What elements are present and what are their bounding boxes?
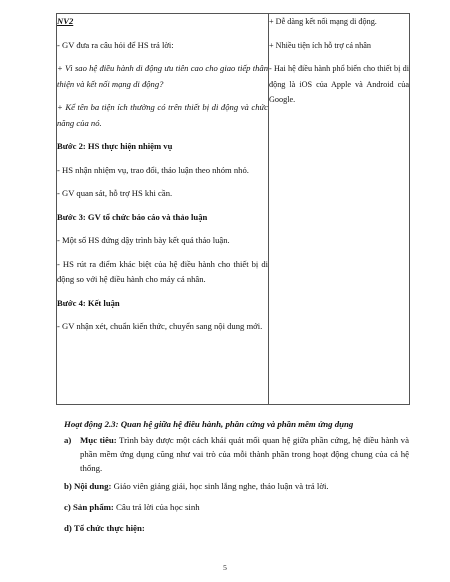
lesson-table — [56, 13, 410, 405]
table-row — [57, 14, 410, 405]
activity-section — [64, 417, 409, 542]
step-3-heading: Bước 3: GV tổ chức báo cáo và thảo luận — [57, 211, 208, 222]
paragraph: - GV đưa ra câu hỏi để HS trả lời: — [57, 39, 174, 50]
paragraph: - GV quan sát, hỗ trợ HS khi cần. — [57, 188, 173, 198]
section-title: Hoạt động 2.3: Quan hệ giữa hệ điều hành, phần cứng và phần mềm ứng dụng — [64, 419, 354, 429]
step-2-heading: Bước 2: HS thực hiện nhiệm vụ — [57, 141, 173, 151]
expected-product-cell — [269, 14, 410, 405]
paragraph: - Hai hệ điều hành phổ biến cho thiết bị di động là iOS của Apple và Android của Google. — [269, 64, 409, 104]
step-4-heading: Bước 4: Kết luận — [57, 297, 120, 308]
question-2: + Kể tên ba tiện ích thường có trên thiết bị di động và chức năng của nó. — [57, 102, 268, 128]
teacher-student-activity-cell — [57, 14, 269, 405]
item-heading: c) Sản phẩm: — [64, 502, 114, 512]
question-1: + Vì sao hệ điều hành di động ưu tiên cao cho giao tiếp thân thiện và kết nối mạng di động? — [57, 63, 268, 89]
item-label: a) — [64, 435, 72, 445]
list-item — [64, 521, 409, 535]
item-heading: d) Tổ chức thực hiện: — [64, 523, 145, 533]
list-item — [64, 500, 409, 514]
list-item — [64, 433, 409, 475]
item-text: Trình bày được một cách khái quát mối quan hệ giữa phần cứng, hệ điều hành và phần mềm ứng dụng cũng như vai trò của mỗi thành phần trong hoạt động chung của cả hệ thống. — [80, 435, 409, 473]
item-heading: Mục tiêu: — [80, 435, 117, 445]
item-text: Câu trả lời của học sinh — [113, 502, 200, 512]
task-label: NV2 — [57, 16, 74, 26]
paragraph: + Dễ dàng kết nối mạng di động. — [269, 17, 377, 26]
item-heading: b) Nội dung: — [64, 481, 112, 491]
paragraph: - HS nhận nhiệm vụ, trao đổi, thảo luận theo nhóm nhỏ. — [57, 164, 249, 175]
page-number: 5 — [223, 563, 227, 572]
list-item — [64, 479, 409, 493]
paragraph: + Nhiều tiện ích hỗ trợ cá nhân — [269, 40, 371, 50]
paragraph: - HS rút ra điểm khác biệt của hệ điều hành cho thiết bị di động so với hệ điều hành cho máy cá nhân. — [57, 258, 268, 284]
item-text: Giáo viên giảng giải, học sinh lắng nghe, thảo luận và trả lời. — [111, 481, 329, 491]
paragraph: - Một số HS đứng dậy trình bày kết quả thảo luận. — [57, 235, 230, 245]
paragraph: - GV nhận xét, chuẩn kiến thức, chuyển sang nội dung mới. — [57, 321, 263, 331]
